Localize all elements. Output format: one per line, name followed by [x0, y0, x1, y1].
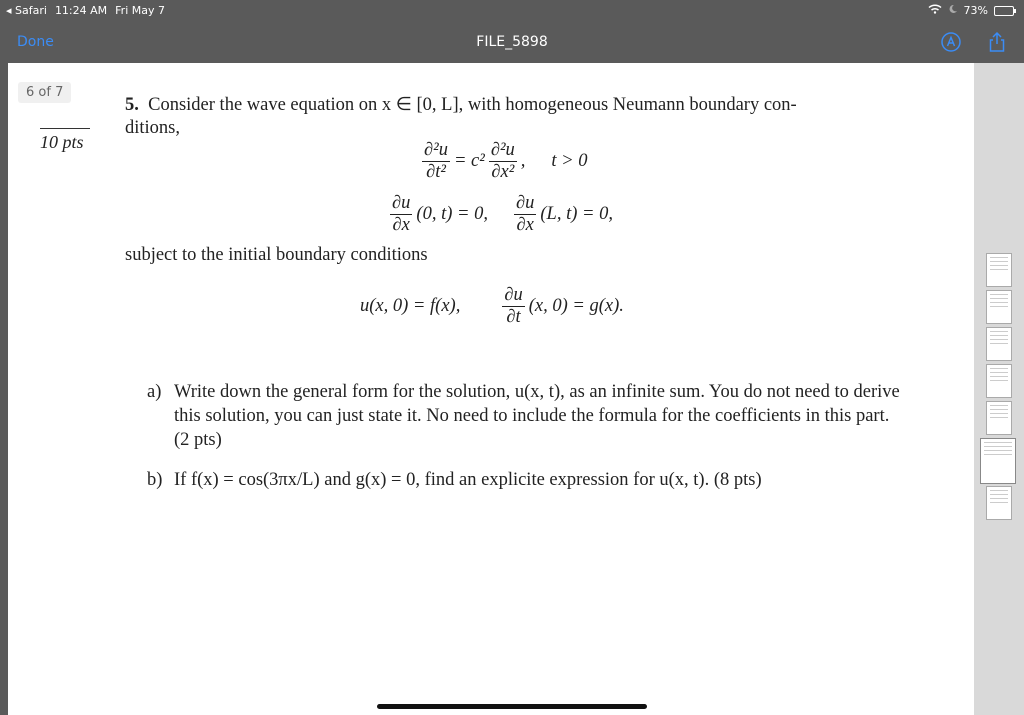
- boundary-conditions: [390, 193, 613, 237]
- eq1-comma: ,: [520, 151, 526, 172]
- lhs-denominator: ∂t²: [426, 162, 446, 183]
- subject-to-text: subject to the initial boundary conditions: [125, 245, 428, 265]
- lhs-numerator: ∂²u: [424, 140, 448, 160]
- page-thumbnail-sidebar[interactable]: [974, 63, 1024, 715]
- back-to-app-link[interactable]: ◂ Safari: [6, 4, 47, 17]
- lhs-fraction: [422, 140, 450, 184]
- page-thumbnail[interactable]: [986, 486, 1012, 520]
- part-a-label: a): [147, 382, 162, 402]
- moon-icon: [948, 4, 958, 17]
- wifi-icon: [928, 4, 942, 17]
- page-thumbnail[interactable]: [986, 290, 1012, 324]
- question-number: 5.: [125, 95, 139, 115]
- question-text-line1: Consider the wave equation on x ∈ [0, L], with homogeneous Neumann boundary con-: [148, 95, 797, 115]
- question-intro-line1: [125, 94, 797, 116]
- question-text-line2: ditions,: [125, 118, 180, 138]
- bc-right-fraction: [514, 193, 536, 237]
- ic-right-denominator: ∂t: [506, 307, 521, 328]
- part-a-text: Write down the general form for the solution, u(x, t), as an infinite sum. You do not need to derive this solution, you can just state it. No need to include the formula for the coefficients in this part. (2 pts): [174, 382, 900, 450]
- ic-left: u(x, 0) = f(x),: [360, 296, 461, 317]
- rhs-numerator: ∂²u: [490, 140, 515, 160]
- ic-right-numerator: ∂u: [504, 285, 523, 305]
- page-thumbnail[interactable]: [980, 438, 1016, 484]
- bc-right-args: (L, t) = 0,: [540, 204, 613, 225]
- part-a: [147, 380, 907, 452]
- part-b-text: If f(x) = cos(3πx/L) and g(x) = 0, find an explicite expression for u(x, t). (8 pts): [174, 470, 762, 490]
- page-indicator: 6 of 7: [18, 82, 71, 103]
- bc-right-denominator: ∂x: [516, 215, 534, 236]
- bc-left-args: (0, t) = 0,: [416, 204, 488, 225]
- bc-left-fraction: [390, 193, 412, 237]
- share-icon[interactable]: [986, 31, 1008, 53]
- initial-conditions: [360, 285, 624, 329]
- ic-right-args: (x, 0) = g(x).: [528, 296, 624, 317]
- status-time: 11:24 AM: [54, 4, 108, 17]
- page-thumbnail[interactable]: [986, 401, 1012, 435]
- document-title: FILE_5898: [476, 34, 548, 50]
- part-b: [147, 468, 907, 492]
- markup-icon[interactable]: [940, 31, 962, 53]
- battery-icon: [994, 6, 1014, 16]
- part-b-label: b): [147, 470, 163, 490]
- page-thumbnail[interactable]: [986, 253, 1012, 287]
- bc-left-denominator: ∂x: [392, 215, 410, 236]
- page-thumbnail[interactable]: [986, 364, 1012, 398]
- equals-c-squared: = c²: [453, 151, 485, 172]
- done-button[interactable]: Done: [17, 34, 54, 50]
- status-date: Fri May 7: [115, 4, 165, 17]
- ic-right-fraction: [502, 285, 524, 329]
- bc-right-numerator: ∂u: [515, 193, 535, 213]
- left-gutter: [0, 63, 8, 715]
- wave-equation: [422, 140, 588, 184]
- time-condition: t > 0: [551, 151, 588, 172]
- bc-left-numerator: ∂u: [392, 193, 411, 213]
- status-bar: [0, 0, 1024, 22]
- home-indicator[interactable]: [377, 704, 647, 709]
- points-label: 10 pts: [40, 128, 90, 153]
- rhs-denominator: ∂x²: [491, 162, 515, 183]
- battery-percent: 73%: [963, 4, 988, 17]
- navigation-bar: [0, 22, 1024, 63]
- page-thumbnail[interactable]: [986, 327, 1012, 361]
- rhs-fraction: [489, 140, 517, 184]
